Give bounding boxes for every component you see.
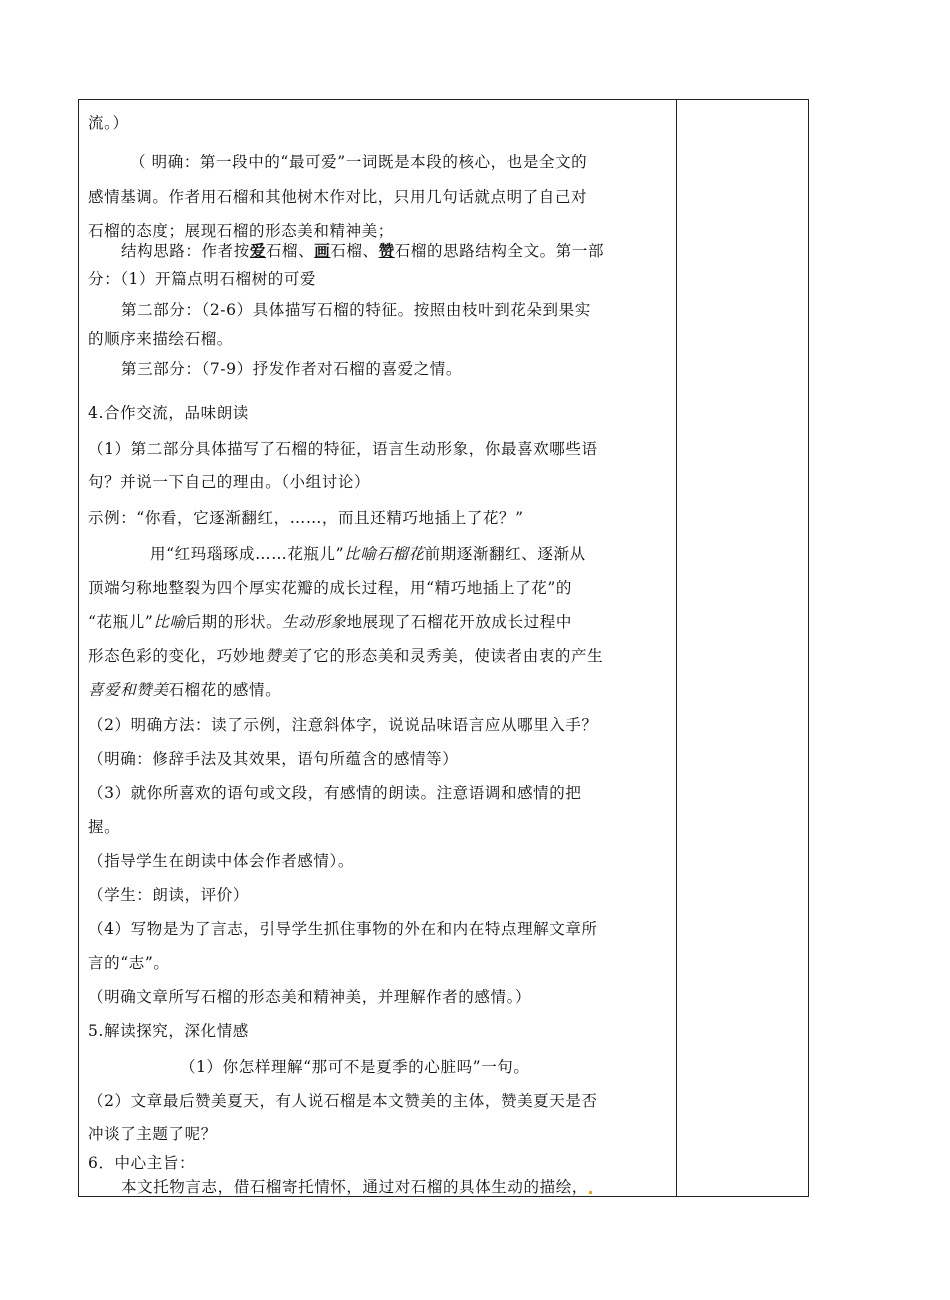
text-line: （明确：修辞手法及其效果，语句所蕴含的感情等） bbox=[88, 750, 459, 768]
text-line: （4）写物是为了言志，引导学生抓住事物的外在和内在特点理解文章所 bbox=[88, 920, 598, 938]
text-line: （2）明确方法：读了示例，注意斜体字，说说品味语言应从哪里入手？ bbox=[88, 716, 598, 734]
text-line: 流。） bbox=[88, 114, 129, 132]
section-heading: 6．中心主旨： bbox=[88, 1154, 196, 1172]
column-divider bbox=[676, 99, 677, 1197]
text-line: （2）文章最后赞美夏天，有人说石榴是本文赞美的主体，赞美夏天是否 bbox=[88, 1092, 598, 1110]
text-line: 第三部分：（7-9）抒发作者对石榴的喜爱之情。 bbox=[121, 360, 463, 378]
section-heading: 5.解读探究，深化情感 bbox=[88, 1022, 249, 1040]
text-line: （学生：朗读，评价） bbox=[88, 886, 250, 904]
text-line: 顶端匀称地整裂为四个厚实花瓣的成长过程，用“精巧地插上了花”的 bbox=[88, 579, 572, 597]
text-line: 石榴的态度；展现石榴的形态美和精神美； bbox=[88, 222, 394, 240]
text-line: 的顺序来描绘石榴。 bbox=[88, 330, 233, 348]
text-line: （1）你怎样理解“那可不是夏季的心脏吗”一句。 bbox=[180, 1058, 530, 1076]
text-line: 示例：“你看，它逐渐翻红，……，而且还精巧地插上了花？” bbox=[88, 509, 524, 527]
text-line: 感情基调。作者用石榴和其他树木作对比，只用几句话就点明了自己对 bbox=[88, 188, 588, 206]
text-line: 握。 bbox=[88, 818, 121, 836]
text-line: （1）第二部分具体描写了石榴的特征，语言生动形象，你最喜欢哪些语 bbox=[88, 440, 598, 458]
text-line: （指导学生在朗读中体会作者感情）。 bbox=[88, 852, 354, 870]
italic-phrase: 喜爱和赞美 bbox=[88, 681, 169, 699]
text-line: 结构思路：作者按爱石榴、画石榴、赞石榴的思路结构全文。第一部 bbox=[121, 241, 605, 260]
text-line: 用“红玛瑙琢成……花瓶儿”比喻石榴花前期逐渐翻红、逐渐从 bbox=[150, 545, 586, 563]
text-line: 第二部分：（2-6）具体描写石榴的特征。按照由枝叶到花朵到果实 bbox=[121, 301, 591, 319]
text-line: 喜爱和赞美石榴花的感情。 bbox=[88, 681, 282, 699]
italic-phrase: 赞美 bbox=[265, 647, 298, 665]
text-line: 形态色彩的变化，巧妙地赞美了它的形态美和灵秀美，使读者由衷的产生 bbox=[88, 647, 604, 665]
text-line: 冲谈了主题了呢？ bbox=[88, 1125, 217, 1143]
text-line: 句？并说一下自己的理由。（小组讨论） bbox=[88, 473, 371, 491]
italic-phrase: 比喻 bbox=[153, 613, 186, 631]
text-line: 言的“志”。 bbox=[88, 954, 170, 972]
text-line: “花瓶儿”比喻后期的形状。生动形象地展现了石榴花开放成长过程中 bbox=[88, 613, 572, 631]
italic-phrase: 生动形象 bbox=[282, 613, 347, 631]
highlight-mark bbox=[589, 1191, 592, 1194]
text-line: 分：（1）开篇点明石榴树的可爱 bbox=[88, 270, 317, 288]
section-heading: 4.合作交流，品味朗读 bbox=[88, 404, 249, 422]
bold-keyword: 赞 bbox=[378, 241, 395, 260]
italic-phrase: 比喻石榴花 bbox=[344, 545, 425, 563]
bold-keyword: 画 bbox=[314, 241, 331, 260]
text-line: （ 明确：第一段中的“最可爱”一词既是本段的核心，也是全文的 bbox=[130, 153, 588, 171]
bold-keyword: 爱 bbox=[249, 241, 266, 260]
text-line: 本文托物言志，借石榴寄托情怀，通过对石榴的具体生动的描绘， bbox=[121, 1176, 593, 1198]
text-line: （3）就你所喜欢的语句或文段，有感情的朗读。注意语调和感情的把 bbox=[88, 784, 582, 802]
text-line: （明确文章所写石榴的形态美和精神美，并理解作者的感情。） bbox=[88, 988, 532, 1006]
